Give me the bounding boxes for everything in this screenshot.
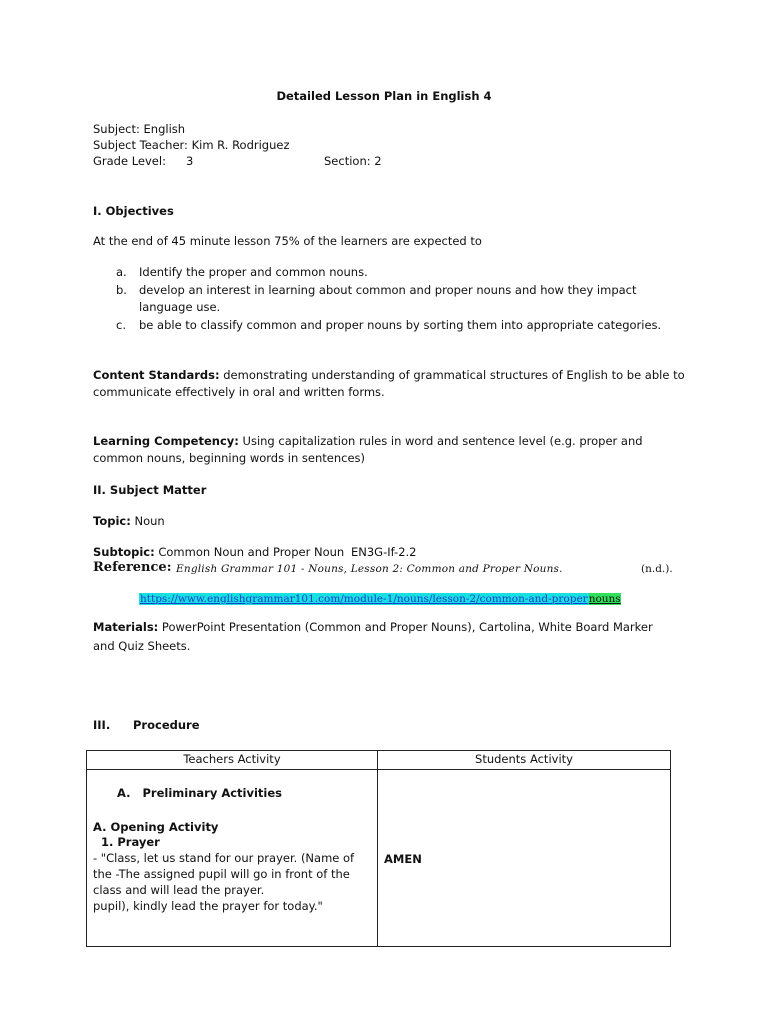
objective-text: Identify the proper and common nouns. bbox=[139, 265, 368, 279]
objective-letter: b. bbox=[116, 283, 127, 297]
table-row bbox=[87, 770, 671, 947]
materials-line bbox=[93, 620, 653, 634]
learning-competency bbox=[93, 434, 643, 448]
reference-citation: English Grammar 101 - Nouns, Lesson 2: Common and Proper Nouns. bbox=[176, 563, 563, 575]
reference-url[interactable]: https://www.englishgrammar101.com/module-1/nouns/lesson-2/common-and-proper bbox=[140, 593, 588, 605]
grade-level-value: 3 bbox=[186, 154, 194, 168]
materials-text: PowerPoint Presentation (Common and Proper Nouns), Cartolina, White Board Marker bbox=[158, 620, 653, 634]
content-standards-text: demonstrating understanding of grammatical structures of English to be able to bbox=[219, 368, 685, 382]
opening-activity: A. Opening Activity bbox=[93, 820, 219, 834]
learning-competency-text: Using capitalization rules in word and sentence level (e.g. proper and bbox=[238, 434, 643, 448]
grade-level-label: Grade Level: bbox=[93, 154, 166, 168]
reference-label: Reference: bbox=[93, 560, 172, 575]
teacher-script-line: - "Class, let us stand for our prayer. (Name of bbox=[93, 851, 355, 865]
document-title: Detailed Lesson Plan in English 4 bbox=[276, 89, 492, 103]
preliminary-activities bbox=[93, 786, 371, 800]
materials-label: Materials: bbox=[93, 620, 159, 634]
section-line: Section: 2 bbox=[324, 154, 382, 168]
procedure-heading: Procedure bbox=[133, 718, 200, 732]
content-standards bbox=[93, 368, 685, 382]
procedure-number: III. bbox=[93, 718, 111, 732]
objective-letter: c. bbox=[116, 318, 126, 332]
subtopic-line bbox=[93, 545, 344, 559]
topic-label: Topic: bbox=[93, 514, 131, 528]
objectives-heading: I. Objectives bbox=[93, 204, 174, 218]
subject-line: Subject: English bbox=[93, 122, 186, 136]
topic-value: Noun bbox=[130, 514, 165, 528]
student-response: AMEN bbox=[384, 852, 422, 866]
topic-line bbox=[93, 514, 165, 528]
teacher-line: Subject Teacher: Kim R. Rodriguez bbox=[93, 138, 290, 152]
reference-url-tail[interactable]: nouns bbox=[588, 593, 621, 605]
teacher-script bbox=[93, 850, 371, 914]
students-activity-header: Students Activity bbox=[378, 751, 671, 770]
objective-text: be able to classify common and proper nouns by sorting them into appropriate categories. bbox=[139, 318, 662, 332]
content-standards-text-continued: communicate effectively in oral and written forms. bbox=[93, 385, 385, 399]
subject-matter-heading: II. Subject Matter bbox=[93, 483, 207, 497]
prayer-heading: 1. Prayer bbox=[101, 835, 160, 849]
objective-text-continued: language use. bbox=[139, 300, 221, 314]
subtopic-code: EN3G-If-2.2 bbox=[351, 545, 417, 559]
preliminary-label: Preliminary Activities bbox=[142, 786, 283, 800]
learning-competency-text-continued: common nouns, beginning words in sentences) bbox=[93, 451, 365, 465]
reference-date: (n.d.). bbox=[641, 563, 673, 575]
table-header-row bbox=[87, 751, 671, 770]
reference-link[interactable] bbox=[139, 591, 621, 605]
students-activity-cell bbox=[378, 770, 671, 947]
subtopic-label: Subtopic: bbox=[93, 545, 155, 559]
teachers-activity-header: Teachers Activity bbox=[87, 751, 378, 770]
teachers-activity-cell bbox=[87, 770, 378, 947]
teacher-script-line: pupil), kindly lead the prayer for today." bbox=[93, 899, 323, 913]
preliminary-letter: A. bbox=[117, 786, 131, 800]
learning-competency-label: Learning Competency: bbox=[93, 434, 239, 448]
objectives-intro: At the end of 45 minute lesson 75% of the learners are expected to bbox=[93, 234, 482, 248]
procedure-table bbox=[86, 750, 671, 947]
subtopic-value: Common Noun and Proper Noun bbox=[154, 545, 345, 559]
teacher-script-line: the -The assigned pupil will go in front of the bbox=[93, 867, 350, 881]
content-standards-label: Content Standards: bbox=[93, 368, 220, 382]
objective-letter: a. bbox=[116, 265, 127, 279]
objective-text: develop an interest in learning about common and proper nouns and how they impact bbox=[139, 283, 637, 297]
materials-text-continued: and Quiz Sheets. bbox=[93, 639, 191, 653]
teacher-script-line: class and will lead the prayer. bbox=[93, 883, 265, 897]
